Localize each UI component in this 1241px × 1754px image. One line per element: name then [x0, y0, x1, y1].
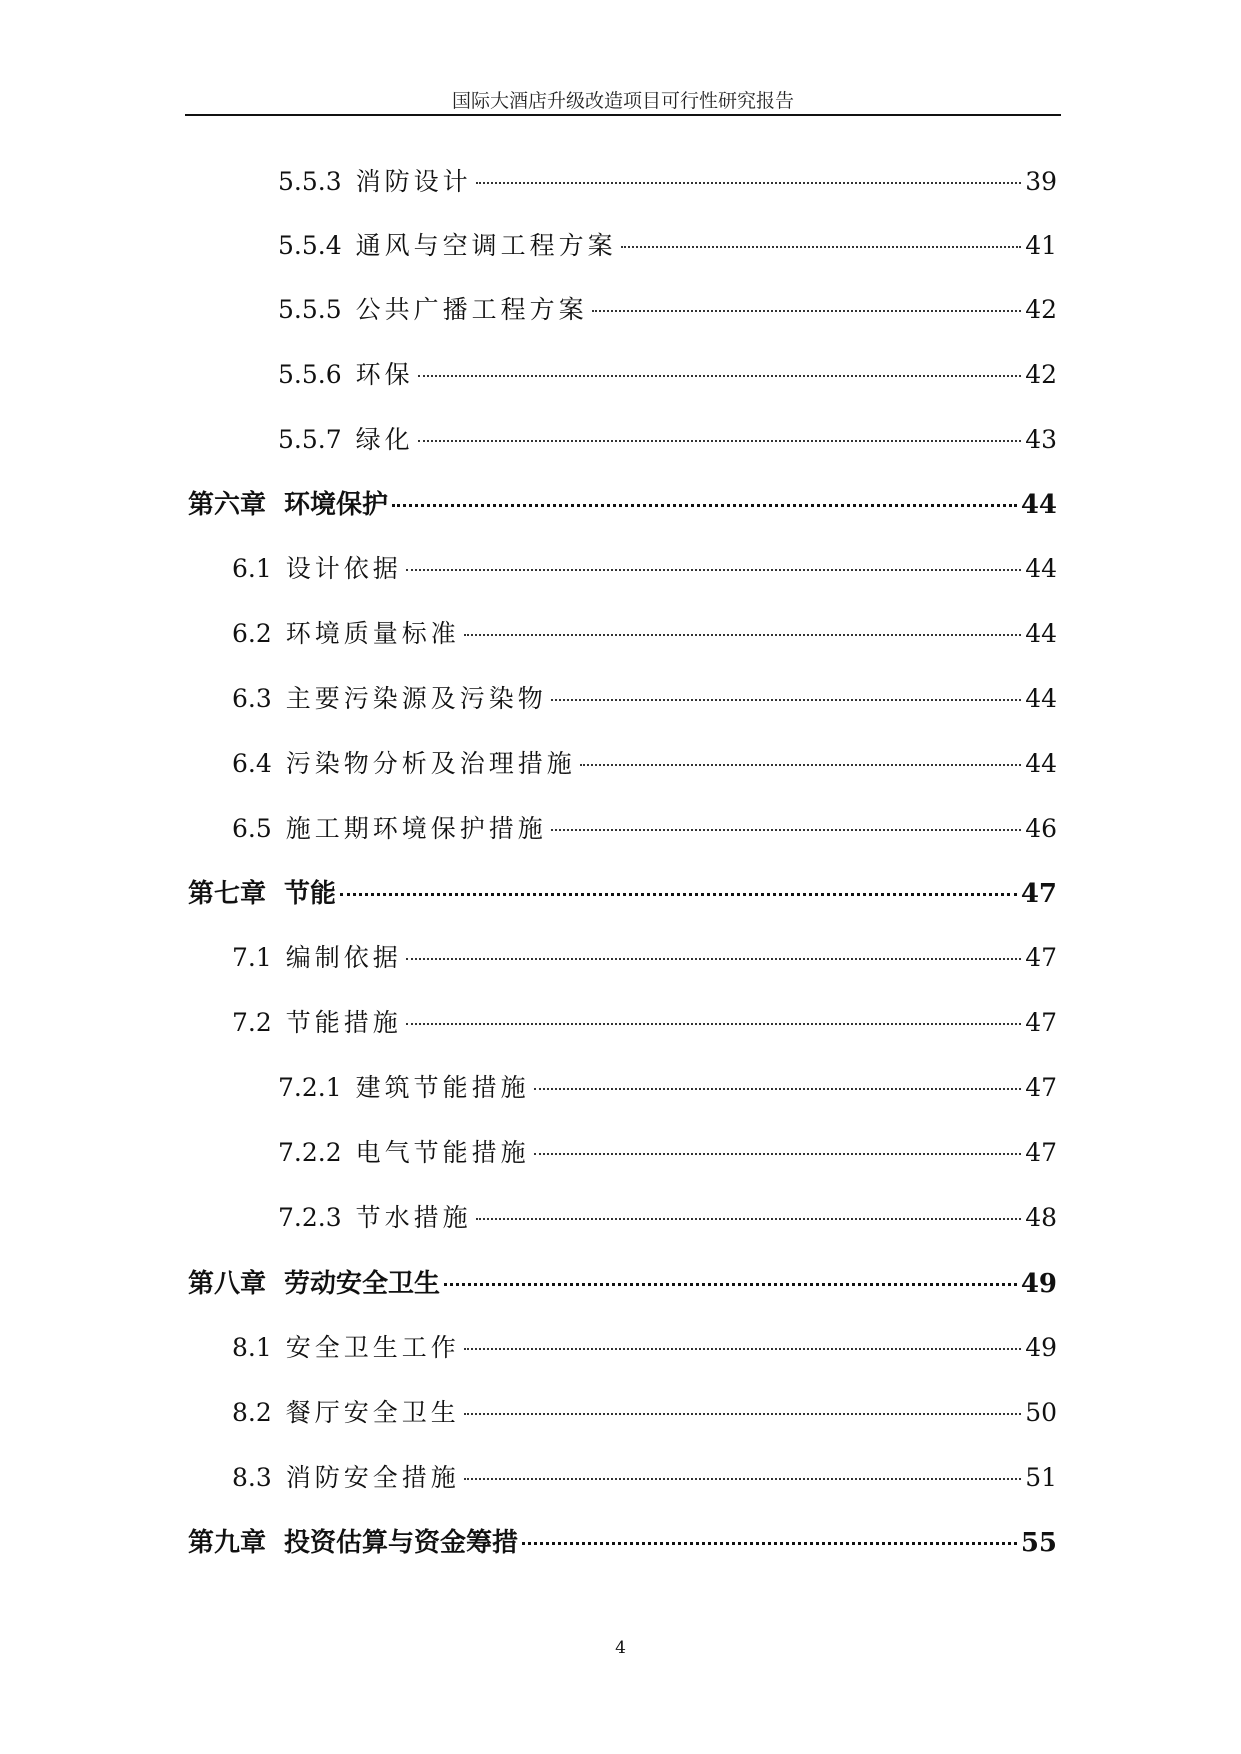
toc-entry[interactable] [278, 226, 1057, 266]
toc-entry-title: 节水措施 [355, 1203, 472, 1232]
toc-entry-page: 44 [1025, 619, 1057, 648]
toc-entry-title: 节能措施 [285, 1008, 402, 1037]
toc-chapter-title: 环境保护 [284, 490, 389, 520]
toc-entry[interactable] [278, 162, 1057, 202]
toc-entry-page: 42 [1025, 295, 1057, 324]
toc-entry-title: 通风与空调工程方案 [355, 231, 617, 260]
toc-chapter-number: 第七章 [188, 879, 267, 909]
toc-entry[interactable] [278, 420, 1057, 460]
toc-entry-page: 42 [1025, 360, 1057, 389]
toc-entry-page: 47 [1020, 879, 1057, 909]
toc-entry[interactable] [232, 1458, 1057, 1498]
toc-entry-number: 5.5.3 [278, 167, 342, 196]
toc-entry-number: 5.5.7 [278, 425, 342, 454]
toc-entry-page: 44 [1020, 490, 1057, 520]
toc-entry-page: 44 [1025, 749, 1057, 778]
toc-entry[interactable] [232, 614, 1057, 654]
toc-entry-page: 47 [1025, 1138, 1057, 1167]
toc-entry-title: 环保 [355, 360, 414, 389]
toc-entry[interactable] [278, 1198, 1057, 1238]
dot-leader [476, 1217, 1022, 1220]
toc-entry-title: 建筑节能措施 [355, 1073, 530, 1102]
toc-chapter-entry[interactable] [188, 1263, 1057, 1303]
dot-leader [534, 1152, 1022, 1155]
dot-leader [418, 374, 1022, 377]
toc-entry-title: 设计依据 [285, 554, 402, 583]
toc-chapter-entry[interactable] [188, 484, 1057, 524]
toc-entry-number: 6.1 [232, 554, 272, 583]
toc-entry-number: 7.1 [232, 943, 272, 972]
dot-leader [464, 633, 1021, 636]
toc-entry-number: 7.2.3 [278, 1203, 342, 1232]
dot-leader [580, 763, 1021, 766]
toc-entry-number: 6.4 [232, 749, 272, 778]
running-header: 国际大酒店升级改造项目可行性研究报告 [451, 90, 794, 112]
toc-entry-title: 污染物分析及治理措施 [285, 749, 576, 778]
dot-leader [621, 245, 1022, 248]
toc-entry-page: 51 [1025, 1463, 1057, 1492]
toc-entry[interactable] [232, 1003, 1057, 1043]
toc-chapter-number: 第九章 [188, 1528, 267, 1558]
toc-entry[interactable] [232, 938, 1057, 978]
toc-entry-title: 消防安全措施 [285, 1463, 460, 1492]
dot-leader [551, 698, 1021, 701]
toc-entry[interactable] [232, 809, 1057, 849]
toc-entry-page: 39 [1025, 167, 1057, 196]
toc-entry-page: 46 [1025, 814, 1057, 843]
toc-entry-page: 41 [1025, 231, 1057, 260]
toc-chapter-entry[interactable] [188, 873, 1057, 913]
dot-leader [534, 1087, 1022, 1090]
toc-entry-page: 44 [1025, 554, 1057, 583]
toc-entry-page: 47 [1025, 1073, 1057, 1102]
toc-entry-page: 49 [1020, 1269, 1057, 1299]
toc-entry-title: 公共广播工程方案 [355, 295, 588, 324]
toc-entry-title: 电气节能措施 [355, 1138, 530, 1167]
toc-entry[interactable] [278, 355, 1057, 395]
toc-chapter-number: 第六章 [188, 490, 267, 520]
dot-leader [406, 957, 1021, 960]
toc-entry-number: 5.5.6 [278, 360, 342, 389]
toc-entry-title: 环境质量标准 [285, 619, 460, 648]
dot-leader [551, 828, 1021, 831]
dot-leader [340, 892, 1017, 896]
toc-entry-title: 施工期环境保护措施 [285, 814, 547, 843]
dot-leader [464, 1477, 1021, 1480]
toc-entry-page: 50 [1025, 1398, 1057, 1427]
toc-entry[interactable] [278, 1068, 1057, 1108]
toc-entry-number: 8.1 [232, 1333, 272, 1362]
toc-entry-number: 8.2 [232, 1398, 272, 1427]
toc-entry-number: 6.3 [232, 684, 272, 713]
toc-entry-page: 47 [1025, 1008, 1057, 1037]
toc-entry-title: 绿化 [355, 425, 414, 454]
toc-entry-title: 编制依据 [285, 943, 402, 972]
dot-leader [592, 309, 1022, 312]
toc-entry[interactable] [278, 1133, 1057, 1173]
toc-entry[interactable] [232, 679, 1057, 719]
dot-leader [476, 181, 1022, 184]
dot-leader [418, 439, 1022, 442]
dot-leader [392, 503, 1017, 507]
toc-entry-number: 7.2 [232, 1008, 272, 1037]
dot-leader [406, 568, 1021, 571]
toc-entry-number: 7.2.2 [278, 1138, 342, 1167]
toc-chapter-title: 投资估算与资金筹措 [284, 1528, 519, 1558]
toc-chapter-title: 节能 [284, 879, 337, 909]
toc-entry[interactable] [232, 744, 1057, 784]
toc-entry-number: 6.5 [232, 814, 272, 843]
toc-entry-title: 主要污染源及污染物 [285, 684, 547, 713]
toc-chapter-entry[interactable] [188, 1522, 1057, 1562]
dot-leader [522, 1541, 1017, 1545]
toc-entry-number: 8.3 [232, 1463, 272, 1492]
toc-chapter-number: 第八章 [188, 1269, 267, 1299]
toc-entry-page: 47 [1025, 943, 1057, 972]
toc-chapter-title: 劳动安全卫生 [284, 1269, 441, 1299]
toc-entry[interactable] [232, 1328, 1057, 1368]
toc-entry-page: 48 [1025, 1203, 1057, 1232]
toc-entry-page: 44 [1025, 684, 1057, 713]
toc-entry-page: 49 [1025, 1333, 1057, 1362]
dot-leader [464, 1347, 1021, 1350]
toc-entry-number: 7.2.1 [278, 1073, 342, 1102]
toc-entry-page: 43 [1025, 425, 1057, 454]
toc-entry-number: 6.2 [232, 619, 272, 648]
toc-entry[interactable] [232, 1393, 1057, 1433]
dot-leader [464, 1412, 1021, 1415]
page-number: 4 [615, 1638, 626, 1658]
dot-leader [406, 1022, 1021, 1025]
toc-entry[interactable] [232, 549, 1057, 589]
toc-entry-title: 安全卫生工作 [285, 1333, 460, 1362]
toc-entry[interactable] [278, 290, 1057, 330]
toc-entry-number: 5.5.4 [278, 231, 342, 260]
toc-entry-number: 5.5.5 [278, 295, 342, 324]
toc-entry-page: 55 [1020, 1528, 1057, 1558]
toc-entry-title: 消防设计 [355, 167, 472, 196]
toc-entry-title: 餐厅安全卫生 [285, 1398, 460, 1427]
dot-leader [444, 1282, 1017, 1286]
